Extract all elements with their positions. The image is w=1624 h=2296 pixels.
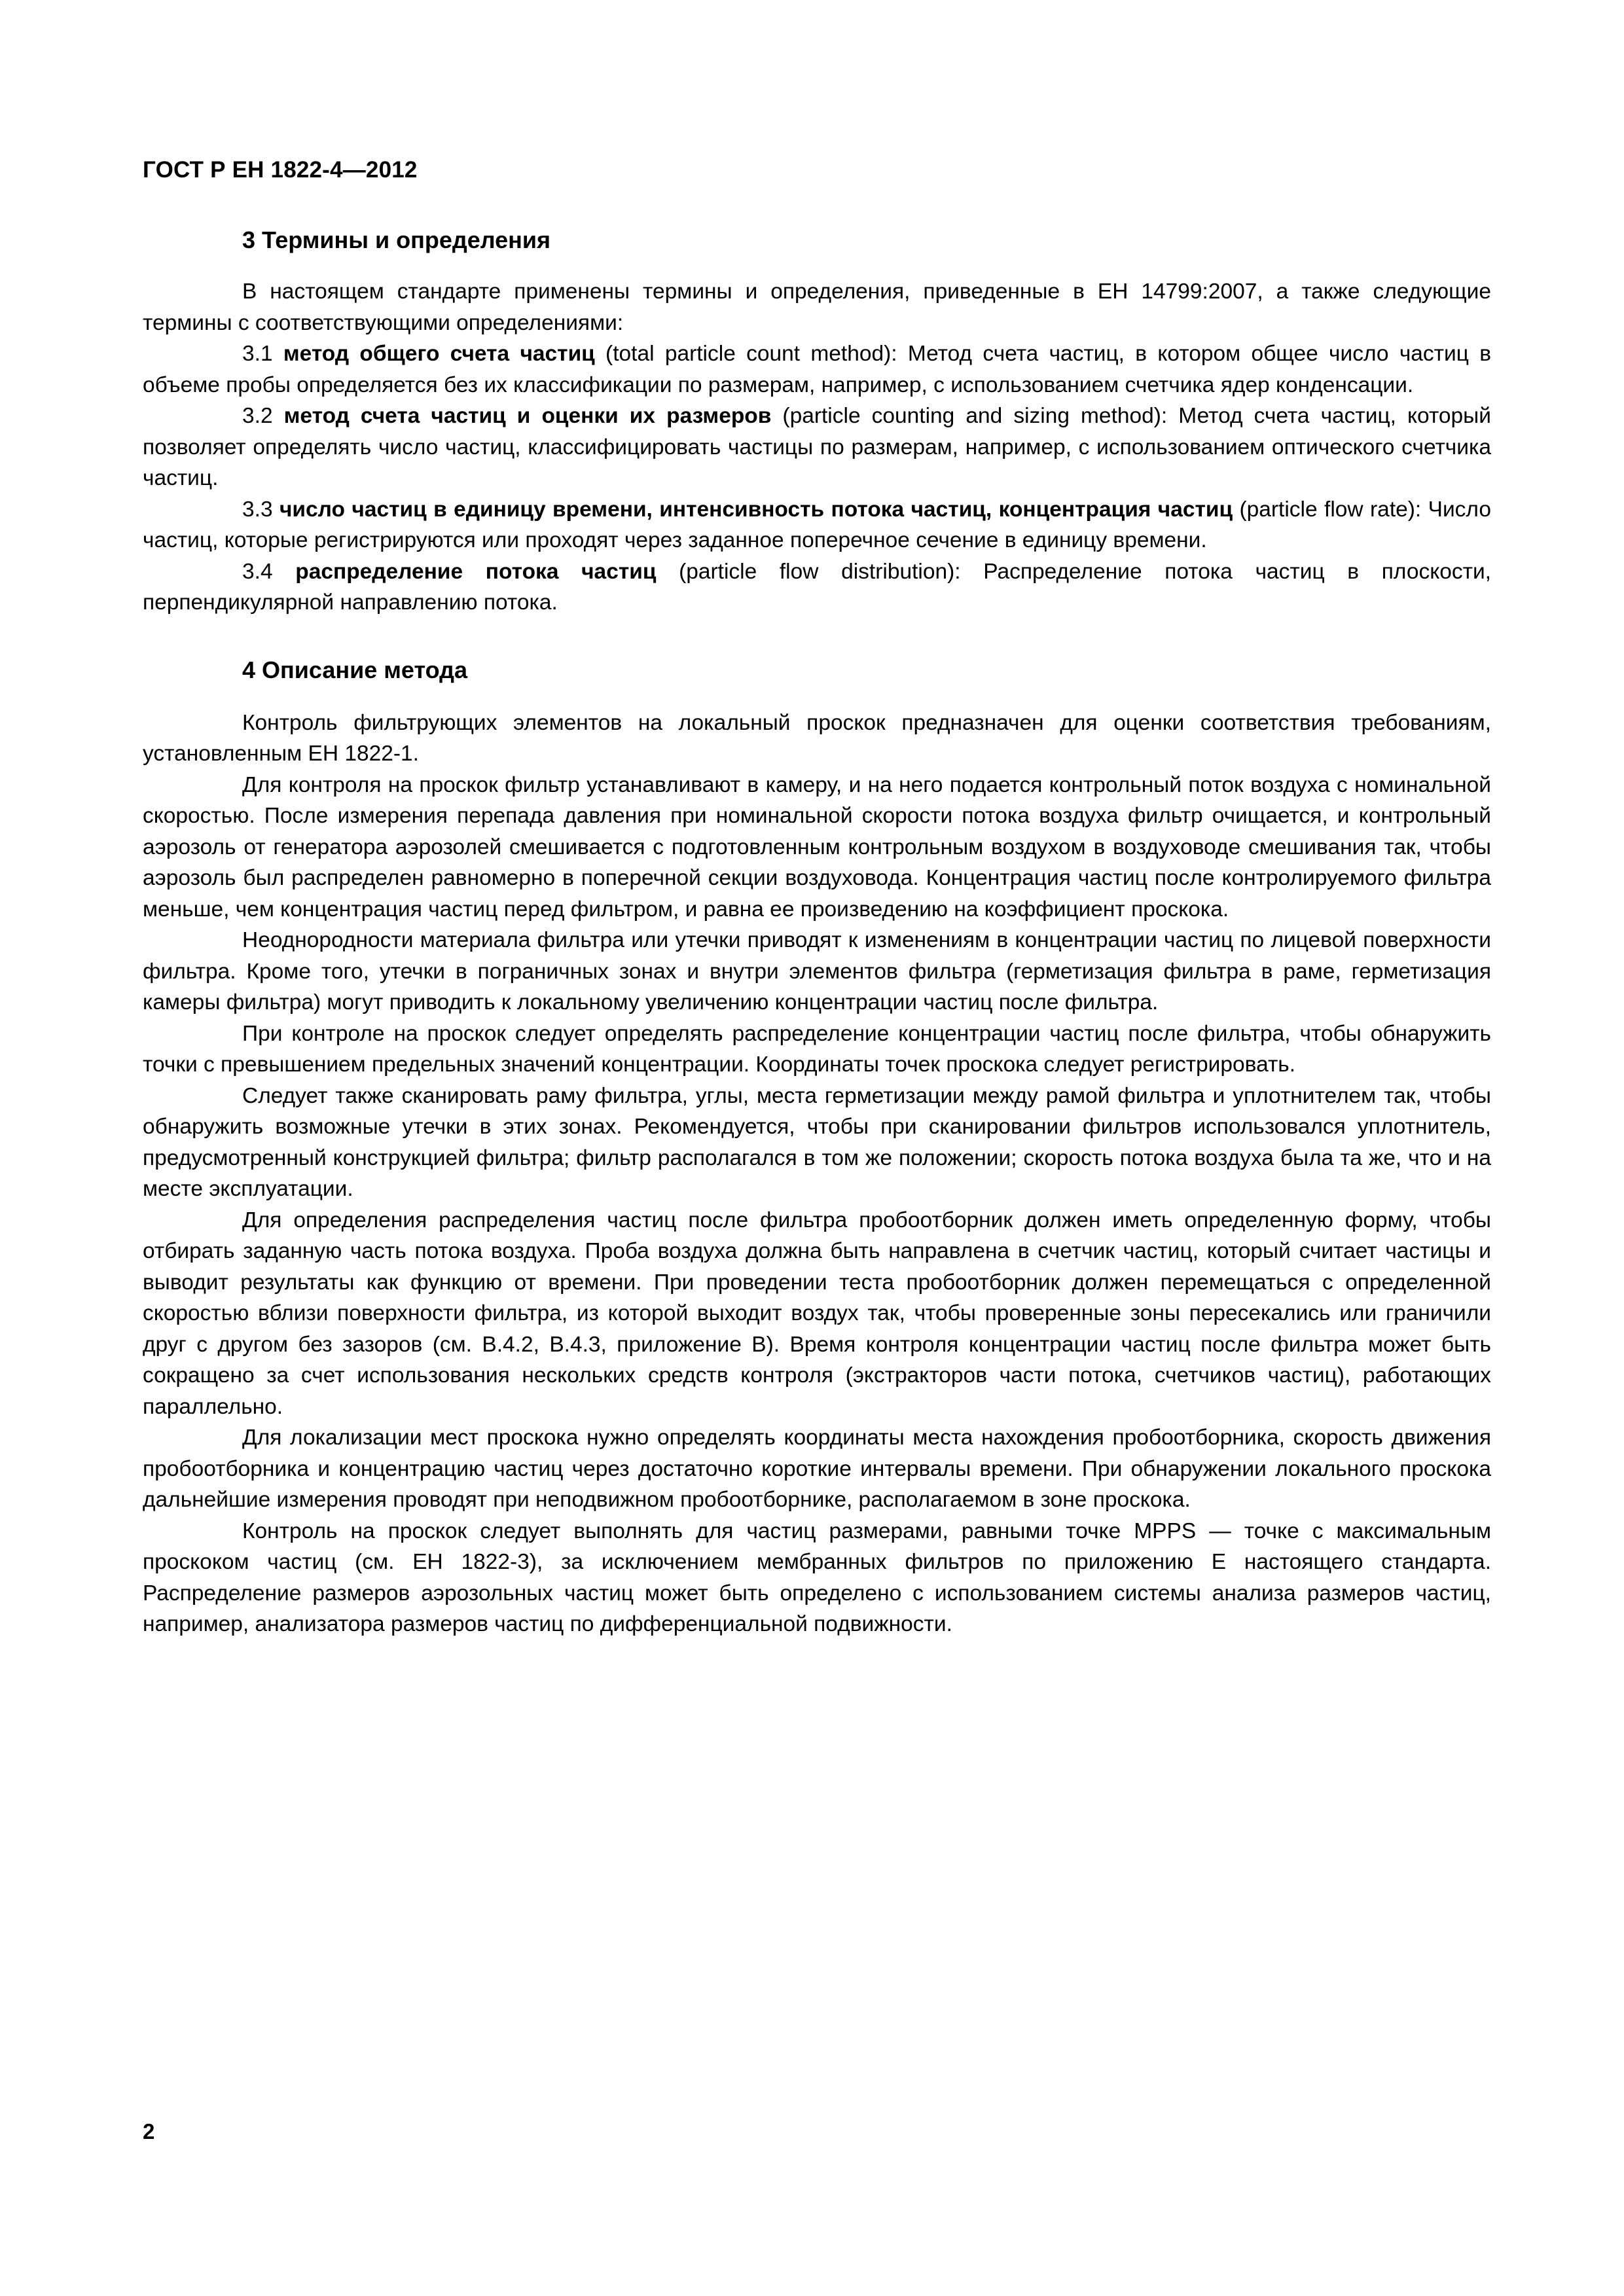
text-run: Следует также сканировать раму фильтра, углы, места герметизации между рамой фильтра и уплотнителем так, чтобы обнаружить возможные утечки в этих зонах. Рекомендуется, чтобы при сканировании фильтров использовался уплотнитель, предусмотренный конструкцией фильтра; фильтр располагался в том же положении; скорость потока воздуха была та же, что и на месте эксплуатации.	[143, 1083, 1491, 1201]
paragraph-4-2	[143, 770, 1491, 925]
term-label: метод счета частиц и оценки их размеров	[283, 404, 772, 428]
term-label: число частиц в единицу времени, интенсивность потока частиц, концентрация частиц	[279, 497, 1233, 522]
paragraph-3-4	[143, 556, 1491, 619]
document-standard-header: ГОСТ Р ЕН 1822-4—2012	[143, 157, 418, 183]
text-run: Для локализации мест проскока нужно определять координаты места нахождения пробоотборника, скорость движения пробоотборника и концентрацию частиц через достаточно короткие интервалы времени. При обнаружении локального проскока дальнейшие измерения проводят при неподвижном пробоотборнике, располагаемом в зоне проскока.	[143, 1426, 1491, 1512]
paragraph-3-3	[143, 494, 1491, 556]
text-run: 3.2	[242, 404, 284, 428]
term-label: распределение потока частиц	[295, 559, 657, 584]
paragraph-3-intro	[143, 276, 1491, 338]
text-run: (total particle count method): Метод счета частиц, в котором общее число частиц в объеме пробы определяется без их классификации по размерам, например, с использованием счетчика ядер конденсации.	[143, 342, 1491, 397]
paragraph-4-8	[143, 1516, 1491, 1640]
paragraph-3-1	[143, 338, 1491, 401]
text-run: 3.4	[242, 559, 296, 584]
paragraph-4-6	[143, 1205, 1491, 1423]
text-run: При контроле на проскок следует определять распределение концентрации частиц после фильтра, чтобы обнаружить точки с превышением предельных значений концентрации. Координаты точек проскока следует регистрировать.	[143, 1021, 1491, 1077]
text-run: Контроль фильтрующих элементов на локальный проскок предназначен для оценки соответствия требованиям, установленным ЕН 1822-1.	[143, 710, 1491, 766]
text-run: Неоднородности материала фильтра или утечки приводят к изменениям в концентрации частиц по лицевой поверхности фильтра. Кроме того, утечки в пограничных зонах и внутри элементов фильтра (герметизация фильтра в раме, герметизация камеры фильтра) могут приводить к локальному увеличению концентрации частиц после фильтра.	[143, 928, 1491, 1014]
text-run: Контроль на проскок следует выполнять для частиц размерами, равными точке MPPS — точке с максимальным проскоком частиц (см. ЕН 1822-3), за исключением мембранных фильтров по приложению Е настоящего стандарта. Распределение размеров аэрозольных частиц может быть определено с использованием системы анализа размеров частиц, например, анализатора размеров частиц по дифференциальной подвижности.	[143, 1518, 1491, 1636]
text-run: (particle counting and sizing method): Метод счета частиц, который позволяет определять число частиц, классифицировать частицы по размерам, например, с использованием оптического счетчика частиц.	[143, 404, 1491, 490]
text-run: 3.1	[242, 342, 283, 366]
paragraph-4-7	[143, 1422, 1491, 1516]
text-run: Для определения распределения частиц после фильтра пробоотборник должен иметь определенную форму, чтобы отбирать заданную часть потока воздуха. Проба воздуха должна быть направлена в счетчик частиц, который считает частицы и выводит результаты как функцию от времени. При проведении теста пробоотборник должен перемещаться с определенной скоростью вблизи поверхности фильтра, из которой выходит воздух так, чтобы проверенные зоны пересекались или граничили друг с другом без зазоров (см. В.4.2, В.4.3, приложение В). Время контроля концентрации частиц после фильтра может быть сокращено за счет использования нескольких средств контроля (экстракторов части потока, счетчиков частиц), работающих параллельно.	[143, 1208, 1491, 1419]
term-label: метод общего счета частиц	[283, 342, 595, 366]
text-run: 3.3	[242, 497, 280, 522]
text-run: (particle flow rate): Число частиц, которые регистрируются или проходят через заданное поперечное сечение в единицу времени.	[143, 497, 1491, 552]
paragraph-4-5	[143, 1081, 1491, 1205]
page-content	[143, 157, 1491, 1640]
text-run: Для контроля на проскок фильтр устанавливают в камеру, и на него подается контрольный поток воздуха с номинальной скоростью. После измерения перепада давления при номинальной скорости потока воздуха фильтр очищается, и контрольный аэрозоль от генератора аэрозолей смешивается с подготовленным контрольным воздухом в воздуховоде смешивания так, чтобы аэрозоль был распределен равномерно в поперечной секции воздуховода. Концентрация частиц после контролируемого фильтра меньше, чем концентрация частиц перед фильтром, и равна ее произведению на коэффициент проскока.	[143, 772, 1491, 922]
section-heading-terms: 3 Термины и определения	[242, 226, 551, 253]
paragraph-3-2	[143, 401, 1491, 494]
text-run: (particle flow distribution): Распределение потока частиц в плоскости, перпендикулярной направлению потока.	[143, 559, 1491, 615]
page-number: 2	[143, 2119, 155, 2144]
paragraph-4-3	[143, 925, 1491, 1018]
paragraph-4-1	[143, 708, 1491, 770]
text-run: В настоящем стандарте применены термины и определения, приведенные в ЕН 14799:2007, а также следующие термины с соответствующими определениями:	[143, 279, 1491, 335]
section-heading-method-description: 4 Описание метода	[242, 656, 468, 683]
paragraph-4-4	[143, 1018, 1491, 1081]
